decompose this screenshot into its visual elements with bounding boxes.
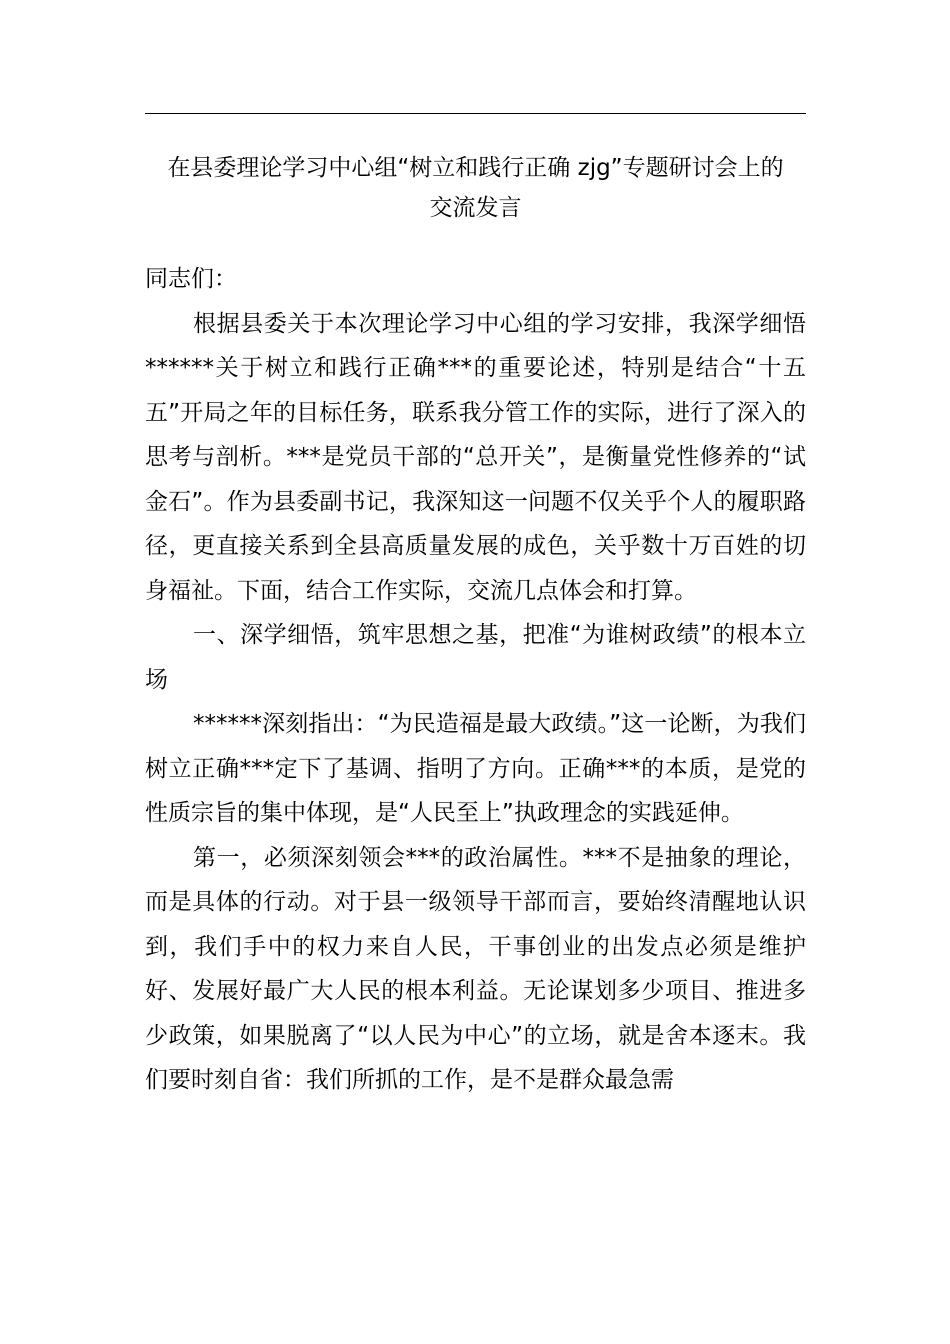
document-body <box>145 257 806 1103</box>
paragraph-intro: 根据县委关于本次理论学习中心组的学习安排，我深学细悟******关于树立和践行正确***的重要论述，特别是结合“十五五”开局之年的目标任务，联系我分管工作的实际，进行了深入的思考与剖析。***是党员干部的“总开关”，是衡量党性修养的“试金石”。作为县委副书记，我深知这一问题不仅关乎个人的履职路径，更直接关系到全县高质量发展的成色，关乎数十万百姓的切身福祉。下面，结合工作实际，交流几点体会和打算。 <box>145 310 806 604</box>
title-line-1: 在县委理论学习中心组“树立和践行正确 zjg”专题研讨会上的 <box>167 155 784 181</box>
salutation: 同志们： <box>145 266 237 292</box>
section-heading-1: 一、深学细悟，筑牢思想之基，把准“为谁树政绩”的根本立场 <box>145 622 806 693</box>
paragraph-quote: ******深刻指出：“为民造福是最大政绩。”这一论断，为我们树立正确***定下了基调、指明了方向。正确***的本质，是党的性质宗旨的集中体现，是“人民至上”执政理念的实践延伸。 <box>145 711 806 826</box>
header-rule <box>145 113 806 114</box>
document-title <box>145 148 806 228</box>
paragraph-first-point: 第一，必须深刻领会***的政治属性。***不是抽象的理论，而是具体的行动。对于县一级领导干部而言，要始终清醒地认识到，我们手中的权力来自人民，干事创业的出发点必须是维护好、发展好最广大人民的根本利益。无论谋划多少项目、推进多少政策，如果脱离了“以人民为中心”的立场，就是舍本逐末。我们要时刻自省：我们所抓的工作，是不是群众最急需 <box>145 844 806 1093</box>
title-line-2: 交流发言 <box>429 195 522 221</box>
